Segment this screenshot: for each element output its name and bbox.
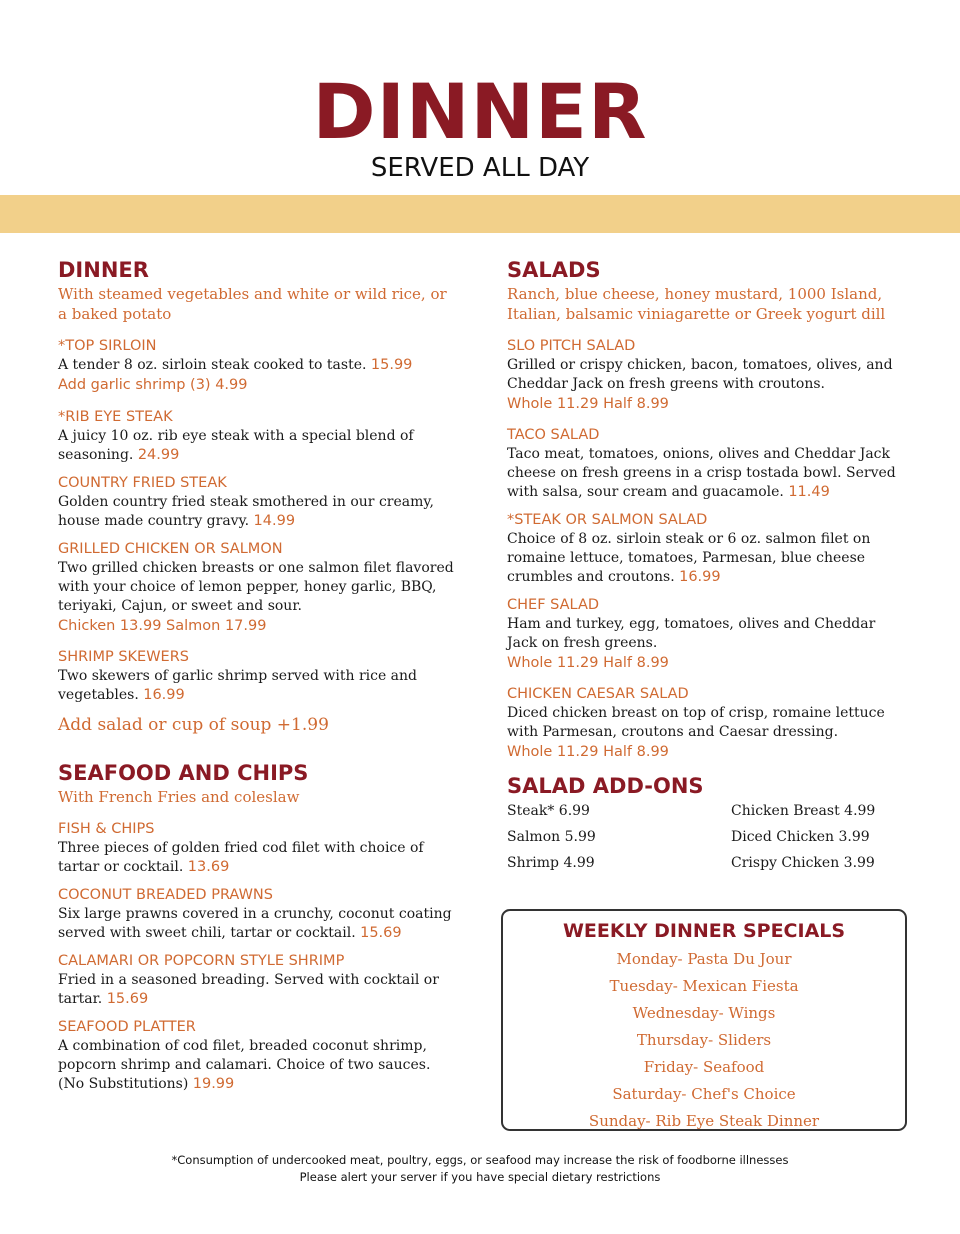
menu-item xyxy=(58,648,458,705)
item-desc: Two grilled chicken breasts or one salmon filet flavored with your choice of lemon pepper, honey garlic, BBQ, teriyaki, Cajun, or sweet and sour. xyxy=(58,560,454,614)
menu-item xyxy=(58,1018,458,1094)
item-desc: A juicy 10 oz. rib eye steak with a special blend of seasoning. 24.99 xyxy=(58,428,414,463)
page-subtitle: SERVED ALL DAY xyxy=(370,153,590,183)
item-desc: Taco meat, tomatoes, onions, olives and Cheddar Jack cheese on fresh greens in a crisp tostada bowl. Served with salsa, sour cream and guacamole. 11.49 xyxy=(507,446,896,500)
menu-item xyxy=(507,685,907,762)
item-extra: Whole 11.29 Half 8.99 xyxy=(507,396,669,412)
special-day: Saturday- Chef's Choice xyxy=(612,1085,796,1103)
salads-section xyxy=(507,256,907,762)
addon-item: Shrimp 4.99 xyxy=(507,855,595,871)
footer-line: *Consumption of undercooked meat, poultry, eggs, or seafood may increase the risk of foodborne illnesses xyxy=(171,1153,789,1167)
item-name: *RIB EYE STEAK xyxy=(58,409,173,425)
section-subtitle: Ranch, blue cheese, honey mustard, 1000 Island, Italian, balsamic viniagarette or Greek yogurt dill xyxy=(507,285,886,323)
addon-item: Crispy Chicken 3.99 xyxy=(731,855,875,871)
item-desc: A combination of cod filet, breaded coconut shrimp, popcorn shrimp and calamari. Choice of two sauces. (No Substitutions) 19.99 xyxy=(58,1038,431,1092)
item-name: SHRIMP SKEWERS xyxy=(58,649,189,665)
special-day: Monday- Pasta Du Jour xyxy=(616,950,792,968)
special-day: Sunday- Rib Eye Steak Dinner xyxy=(588,1112,820,1130)
section-title: DINNER xyxy=(58,258,149,282)
menu-item xyxy=(58,886,458,943)
addon-item: Salmon 5.99 xyxy=(507,829,596,845)
item-desc: Diced chicken breast on top of crisp, romaine lettuce with Parmesan, croutons and Caesar dressing. xyxy=(507,705,885,740)
addons-grid xyxy=(507,802,907,873)
item-name: COUNTRY FRIED STEAK xyxy=(58,475,227,491)
item-price: 14.99 xyxy=(253,513,296,529)
item-name: FISH & CHIPS xyxy=(58,821,155,837)
item-name: GRILLED CHICKEN OR SALMON xyxy=(58,541,283,557)
menu-item xyxy=(58,820,458,877)
item-price: 24.99 xyxy=(137,447,180,463)
menu-item xyxy=(58,540,458,636)
item-desc: Three pieces of golden fried cod filet with choice of tartar or cocktail. 13.69 xyxy=(58,840,424,875)
item-name: COCONUT BREADED PRAWNS xyxy=(58,887,273,903)
item-desc: A tender 8 oz. sirloin steak cooked to taste. 15.99 xyxy=(58,357,413,373)
menu-item xyxy=(58,337,458,395)
section-subtitle: With steamed vegetables and white or wild rice, or a baked potato xyxy=(58,285,447,323)
item-name: *STEAK OR SALMON SALAD xyxy=(507,512,708,528)
item-desc: Fried in a seasoned breading. Served with cocktail or tartar. 15.69 xyxy=(58,972,439,1007)
item-price: 11.49 xyxy=(788,484,830,500)
addon-item: Diced Chicken 3.99 xyxy=(731,829,870,845)
page-title: DINNER xyxy=(312,67,648,156)
menu-item xyxy=(507,596,907,673)
item-desc: Choice of 8 oz. sirloin steak or 6 oz. salmon filet on romaine lettuce, tomatoes, Parmesan, blue cheese crumbles and croutons. 16.99 xyxy=(507,531,871,585)
menu-item xyxy=(507,337,907,414)
menu-item xyxy=(507,511,907,587)
item-price: 16.99 xyxy=(143,687,185,703)
item-extra: Whole 11.29 Half 8.99 xyxy=(507,744,669,760)
item-price: 16.99 xyxy=(679,569,721,585)
item-price: 13.69 xyxy=(187,859,230,875)
item-desc: Ham and turkey, egg, tomatoes, olives and Cheddar Jack on fresh greens. xyxy=(507,616,876,651)
footer-line: Please alert your server if you have special dietary restrictions xyxy=(299,1170,661,1184)
special-day: Friday- Seafood xyxy=(643,1058,765,1076)
header-band xyxy=(0,195,960,233)
special-day: Wednesday- Wings xyxy=(632,1004,776,1022)
left-column xyxy=(58,256,458,1103)
item-price: 15.99 xyxy=(370,357,413,373)
addon-item: Chicken Breast 4.99 xyxy=(731,803,876,819)
dinner-section xyxy=(58,256,458,736)
item-name: SLO PITCH SALAD xyxy=(507,338,636,354)
specials-title: WEEKLY DINNER SPECIALS xyxy=(562,920,846,942)
seafood-section xyxy=(58,759,458,1094)
footer-disclaimer xyxy=(0,1152,960,1186)
item-desc: Two skewers of garlic shrimp served with rice and vegetables. 16.99 xyxy=(58,668,418,703)
right-column xyxy=(507,256,907,873)
menu-item xyxy=(58,952,458,1009)
item-name: CALAMARI OR POPCORN STYLE SHRIMP xyxy=(58,953,345,969)
item-desc: Six large prawns covered in a crunchy, coconut coating served with sweet chili, tartar or cocktail. 15.69 xyxy=(58,906,452,941)
dinner-addon-note: Add salad or cup of soup +1.99 xyxy=(58,715,329,735)
section-subtitle: With French Fries and coleslaw xyxy=(58,788,300,806)
weekly-specials-box xyxy=(501,909,907,1131)
item-price: 15.69 xyxy=(360,925,402,941)
menu-item xyxy=(58,474,458,531)
item-name: CHEF SALAD xyxy=(507,597,600,613)
salad-addons-section xyxy=(507,772,907,873)
item-name: CHICKEN CAESAR SALAD xyxy=(507,686,689,702)
item-extra: Whole 11.29 Half 8.99 xyxy=(507,655,669,671)
item-extra: Add garlic shrimp (3) 4.99 xyxy=(58,377,248,393)
item-name: *TOP SIRLOIN xyxy=(58,338,157,354)
menu-item xyxy=(58,408,458,465)
section-title: SALAD ADD-ONS xyxy=(507,774,704,798)
item-name: SEAFOOD PLATTER xyxy=(58,1019,196,1035)
addon-item: Steak* 6.99 xyxy=(507,803,590,819)
item-price: 19.99 xyxy=(192,1076,235,1092)
item-desc: Golden country fried steak smothered in our creamy, house made country gravy. 14.99 xyxy=(58,494,434,529)
menu-item xyxy=(507,426,907,502)
item-extra: Chicken 13.99 Salmon 17.99 xyxy=(58,618,267,634)
special-day: Thursday- Sliders xyxy=(636,1031,772,1049)
section-title: SALADS xyxy=(507,258,601,282)
special-day: Tuesday- Mexican Fiesta xyxy=(609,977,799,995)
specials-list xyxy=(503,946,905,1135)
item-price: 15.69 xyxy=(106,991,149,1007)
item-name: TACO SALAD xyxy=(507,427,600,443)
section-title: SEAFOOD AND CHIPS xyxy=(58,761,309,785)
item-desc: Grilled or crispy chicken, bacon, tomatoes, olives, and Cheddar Jack on fresh greens with croutons. xyxy=(507,357,893,392)
